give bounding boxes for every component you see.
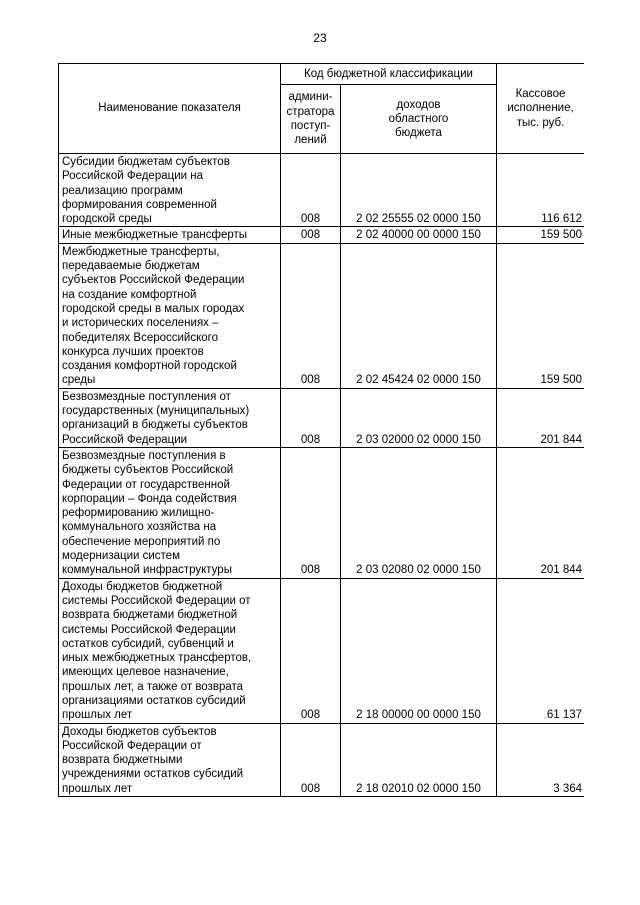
- table-row: [59, 388, 585, 447]
- administrator-code-cell: 008: [281, 388, 341, 447]
- revenue-code-cell: 2 02 40000 00 0000 150: [341, 227, 497, 243]
- indicator-name-cell: Доходы бюджетов бюджетной системы Российской Федерации от возврата бюджетами бюджетной системы Российской Федерации остатков субсидий, субвенций и иных межбюджетных трансфертов, имеющих целевое назначение, прошлых лет, а также от возврата организациями остатков субсидий прошлых лет: [59, 578, 281, 723]
- table-row: [59, 578, 585, 723]
- administrator-code-cell: 008: [281, 447, 341, 578]
- amount-cell: 3 364: [497, 723, 584, 796]
- header-administrator: админи- стратора поступ- лений: [281, 85, 341, 154]
- administrator-code-cell: 008: [281, 723, 341, 796]
- administrator-code-cell: 008: [281, 154, 341, 227]
- header-regional-revenue: доходов областного бюджета: [341, 85, 497, 154]
- table-row: [59, 723, 585, 796]
- page-number: 23: [313, 31, 327, 45]
- revenue-code-cell: 2 03 02000 02 0000 150: [341, 388, 497, 447]
- table-row: [59, 154, 585, 227]
- amount-cell: 159 500: [497, 227, 584, 243]
- indicator-name-cell: Иные межбюджетные трансферты: [59, 227, 281, 243]
- table-row: [59, 243, 585, 388]
- amount-cell: 159 500: [497, 243, 584, 388]
- header-cash-execution: Кассовое исполнение, тыс. руб.: [497, 64, 584, 154]
- indicator-name-cell: Безвозмездные поступления в бюджеты субъектов Российской Федерации от государственной корпорации – Фонда содействия реформированию жилищно- коммунального хозяйства на обеспечение мероприятий по модернизации систем коммунальной инфраструктуры: [59, 447, 281, 578]
- amount-cell: 201 844: [497, 447, 584, 578]
- amount-cell: 201 844: [497, 388, 584, 447]
- indicator-name-cell: Межбюджетные трансферты, передаваемые бюджетам субъектов Российской Федерации на создание комфортной городской среды в малых городах и исторических поселениях – победителях Всероссийского конкурса лучших проектов создания комфортной городской среды: [59, 243, 281, 388]
- header-indicator-name: Наименование показателя: [59, 64, 281, 154]
- table-row: [59, 227, 585, 243]
- revenue-code-cell: 2 02 25555 02 0000 150: [341, 154, 497, 227]
- administrator-code-cell: 008: [281, 227, 341, 243]
- table-row: [59, 447, 585, 578]
- amount-cell: 116 612: [497, 154, 584, 227]
- administrator-code-cell: 008: [281, 243, 341, 388]
- administrator-code-cell: 008: [281, 578, 341, 723]
- header-classification-code: Код бюджетной классификации: [281, 64, 497, 85]
- indicator-name-cell: Субсидии бюджетам субъектов Российской Федерации на реализацию программ формирования современной городской среды: [59, 154, 281, 227]
- amount-cell: 61 137: [497, 578, 584, 723]
- report-table-container: [58, 63, 584, 848]
- indicator-name-cell: Доходы бюджетов субъектов Российской Федерации от возврата бюджетными учреждениями остатков субсидий прошлых лет: [59, 723, 281, 796]
- revenue-code-cell: 2 03 02080 02 0000 150: [341, 447, 497, 578]
- budget-revenue-table: [58, 63, 584, 797]
- revenue-code-cell: 2 18 02010 02 0000 150: [341, 723, 497, 796]
- revenue-code-cell: 2 18 00000 00 0000 150: [341, 578, 497, 723]
- indicator-name-cell: Безвозмездные поступления от государственных (муниципальных) организаций в бюджеты субъектов Российской Федерации: [59, 388, 281, 447]
- revenue-code-cell: 2 02 45424 02 0000 150: [341, 243, 497, 388]
